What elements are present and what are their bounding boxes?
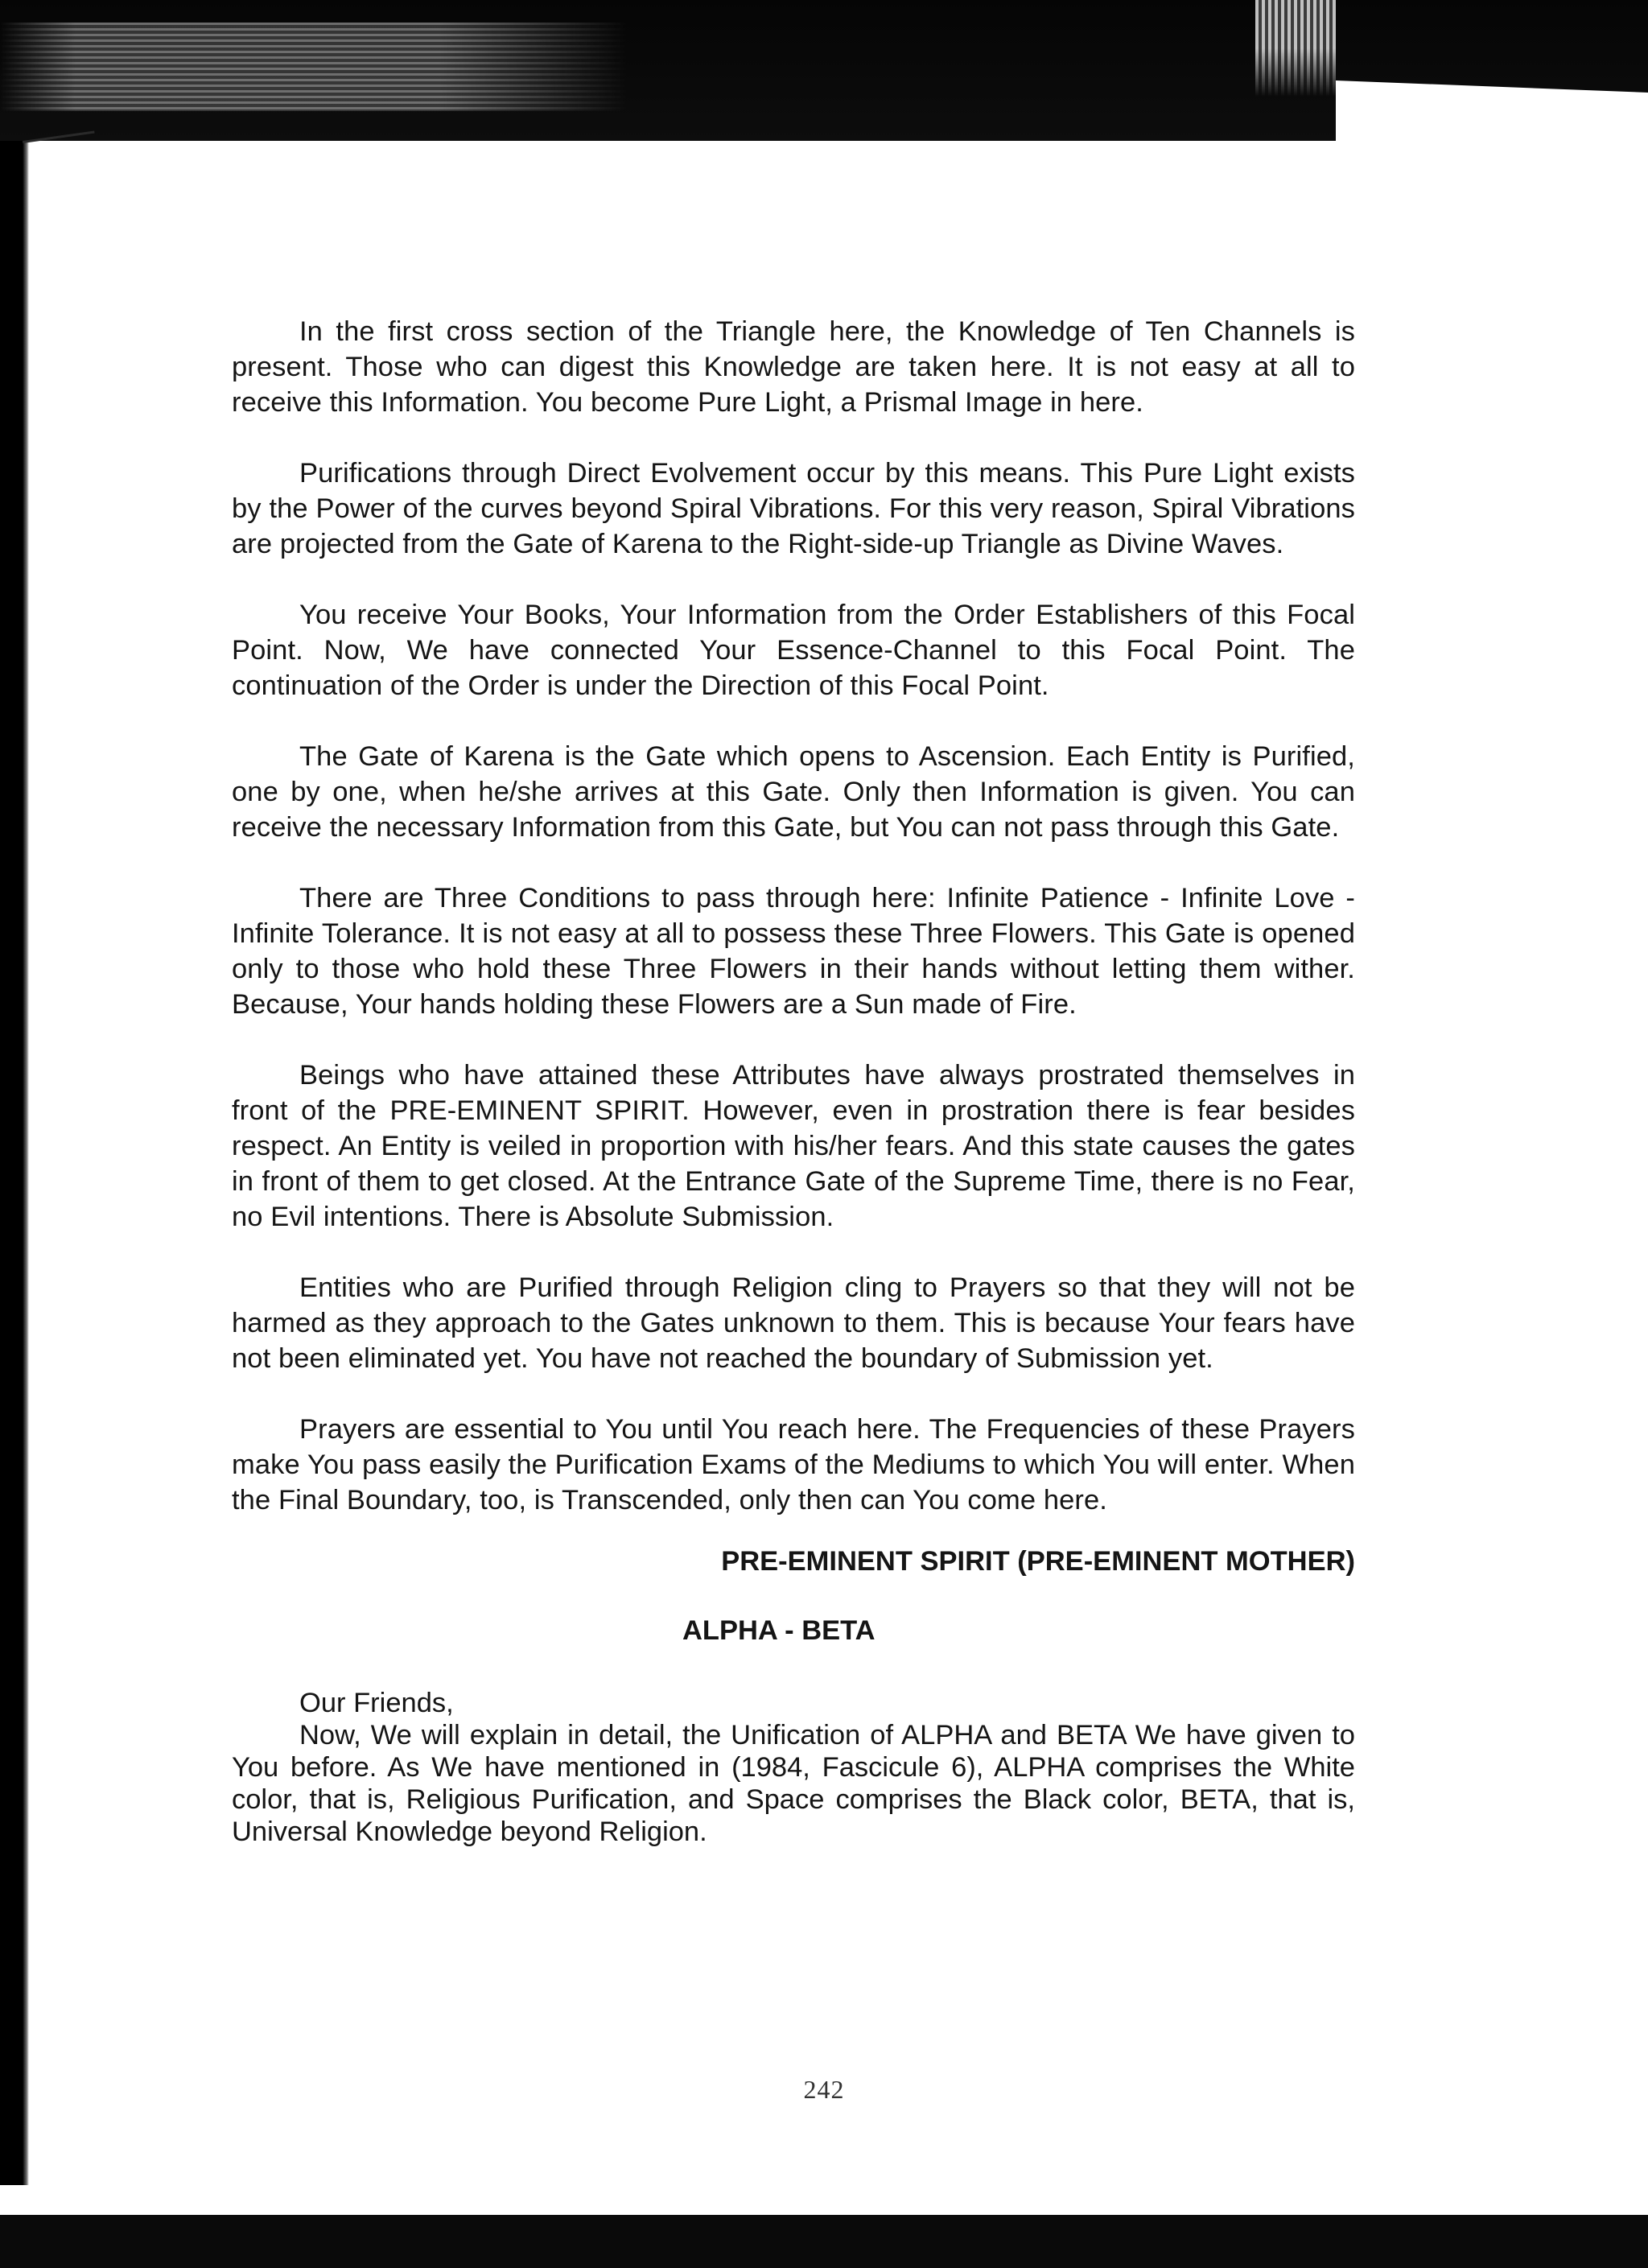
paragraph-3: You receive Your Books, Your Information from the Order Establishers of this Focal Point. Now, We have connected Your Essence-Channel to this Focal Point. The continuation of the Order is under the Direction of this Focal Point.: [232, 600, 1355, 701]
scan-bottom-border: [0, 2215, 1648, 2268]
paragraph-5: There are Three Conditions to pass through here: Infinite Patience - Infinite Love - Infinite Tolerance. It is not easy at all to possess these Three Flowers. This Gate is opened only to those who hold these Three Flowers in their hands without letting them wither. Because, Your hands holding these Flowers are a Sun made of Fire.: [232, 883, 1355, 1020]
paragraph-7: Entities who are Purified through Religion cling to Prayers so that they will not be harmed as they approach to the Gates unknown to them. This is because Your fears have not been eliminated yet. You have not reached the boundary of Submission yet.: [232, 1272, 1355, 1374]
scan-top-right-artifact: [1255, 0, 1336, 97]
signature-heading: PRE-EMINENT SPIRIT (PRE-EMINENT MOTHER): [721, 1546, 1355, 1577]
scan-left-border: [0, 141, 29, 2185]
paragraph-1: In the first cross section of the Triangle here, the Knowledge of Ten Channels is present. Those who can digest this Knowledge are taken here. It is not easy at all to receive this Information. You become Pure Light, a Prismal Image in here.: [232, 316, 1355, 418]
paragraph-2: Purifications through Direct Evolvement occur by this means. This Pure Light exists by the Power of the curves beyond Spiral Vibrations. For this very reason, Spiral Vibrations are projected from the Gate of Karena to the Right-side-up Triangle as Divine Waves.: [232, 458, 1355, 559]
paragraph-6: Beings who have attained these Attributes have always prostrated themselves in front of the PRE-EMINENT SPIRIT. However, even in prostration there is fear besides respect. An Entity is veiled in proportion with his/her fears. And this state causes the gates in front of them to get closed. At the Entrance Gate of the Supreme Time, there is no Fear, no Evil intentions. There is Absolute Submission.: [232, 1060, 1355, 1232]
page-body: [232, 314, 1355, 1848]
section-heading: ALPHA - BETA: [682, 1615, 876, 1646]
closing-paragraph: Now, We will explain in detail, the Unification of ALPHA and BETA We have given to You before. As We have mentioned in (1984, Fascicule 6), ALPHA comprises the White color, that is, Religious Purification, and Space comprises the Black color, BETA, that is, Universal Knowledge beyond Religion.: [232, 1720, 1355, 1847]
page-number: 242: [803, 2075, 845, 2104]
scan-top-artifact: [0, 23, 628, 111]
paragraph-4: The Gate of Karena is the Gate which opens to Ascension. Each Entity is Purified, one by one, when he/she arrives at this Gate. Only then Information is given. You can receive the necessary Information from this Gate, but You can not pass through this Gate.: [232, 741, 1355, 843]
salutation: Our Friends,: [299, 1688, 454, 1718]
paragraph-8: Prayers are essential to You until You reach here. The Frequencies of these Prayers make You pass easily the Purification Exams of the Mediums to which You will enter. When the Final Boundary, too, is Transcended, only then can You come here.: [232, 1414, 1355, 1515]
